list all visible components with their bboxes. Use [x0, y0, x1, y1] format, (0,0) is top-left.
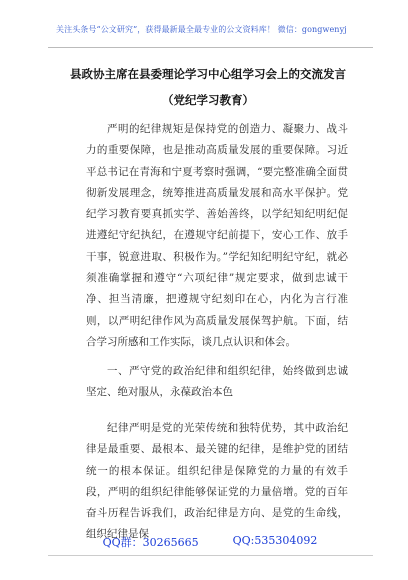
document-subtitle: （党纪学习教育） — [162, 93, 254, 107]
body-paragraph: 严明的纪律规矩是保持党的创造力、凝聚力、战斗力的重要保障，也是推动高质量发展的重要保障。习近平总书记在青海和宁夏考察时强调，“要完整准确全面贯彻新发展理念，统筹推进高质量发展和高水平保护。党纪学习教育要真抓实学、善始善终，以学纪知纪明纪促进遵纪守纪执纪，在遵规守纪前提下，安心工作、放手干事，锐意进取、积极作为。”学纪知纪明纪守纪，就必须准确掌握和遵守“六项纪律”规定要求，做到忠诚干净、担当清廉，把遵规守纪刻印在心，内化为言行准则，以严明纪律作风为高质量发展保驾护航。下面，结合学习所感和工作实际，谈几点认识和体会。 — [86, 123, 348, 348]
footer-qq-number: QQ:535304092 — [232, 534, 318, 547]
body-paragraph: 纪律严明是党的光荣传统和独特优势，其中政治纪律是最重要、最根本、最关键的纪律，是维护党的团结统一的根本保证。组织纪律是保障党的力量的有效手段，严明的组织纪律能够保证党的力量倍增。党的百年奋斗历程告诉我们，政治纪律是方向、是党的生命线，组织纪律是保 — [86, 422, 348, 541]
document-title: 县政协主席在县委理论学习中心组学习会上的交流发言 — [70, 67, 346, 81]
footer-divider — [48, 555, 373, 556]
header-divider — [48, 47, 373, 48]
footer — [70, 534, 350, 550]
header-notice: 关注头条号“公文研究”，获得最新最全最专业的公文资料库！ 微信：gongwenyj — [56, 25, 347, 34]
footer-qq-group: QQ群：30265665 — [102, 536, 199, 549]
section-heading: 一、严守党的政治纪律和组织纪律，始终做到忠诚坚定、绝对服从，永葆政治本色 — [86, 365, 348, 399]
